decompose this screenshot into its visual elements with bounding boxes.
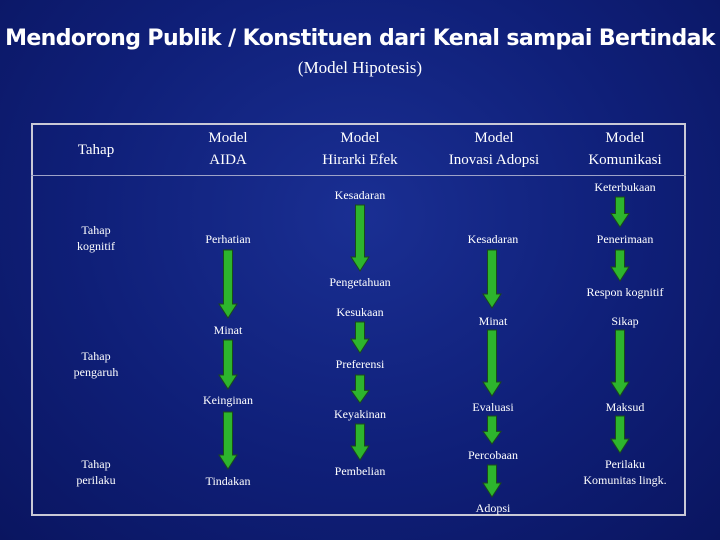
hirarki-kesadaran: Kesadaran xyxy=(334,188,386,202)
hirarki-kesukaan: Kesukaan xyxy=(336,305,384,319)
arrow-aida-minat-keinginan xyxy=(219,340,237,389)
komunikasi-perilaku-line2: Komunitas lingk. xyxy=(583,473,667,487)
komunikasi-maksud: Maksud xyxy=(605,400,645,414)
arrow-hirarki-preferensi-keyakinan xyxy=(351,375,369,403)
arrow-komunikasi-maksud-perilaku xyxy=(611,416,629,453)
arrow-aida-perhatian-minat xyxy=(219,250,237,318)
inovasi-kesadaran: Kesadaran xyxy=(467,232,519,246)
arrow-komunikasi-keterbukaan-penerimaan xyxy=(611,197,629,227)
header-hirarki-line2: Hirarki Efek xyxy=(322,152,398,168)
aida-perhatian: Perhatian xyxy=(205,232,251,246)
page-subtitle: (Model Hipotesis) xyxy=(297,58,423,77)
komunikasi-keterbukaan: Keterbukaan xyxy=(594,180,656,194)
hirarki-keyakinan: Keyakinan xyxy=(334,407,386,421)
stage-perilaku-line2: perilaku xyxy=(76,473,116,487)
arrow-komunikasi-sikap-maksud xyxy=(611,330,629,396)
arrow-hirarki-kesadaran-pengetahuan xyxy=(351,205,369,271)
inovasi-percobaan: Percobaan xyxy=(468,448,518,462)
komunikasi-respon-kognitif: Respon kognitif xyxy=(586,285,664,299)
header-inovasi-line2: Inovasi Adopsi xyxy=(448,152,540,168)
aida-keinginan: Keinginan xyxy=(203,393,253,407)
header-aida-line2: AIDA xyxy=(209,152,247,168)
stage-kognitif-line1: Tahap xyxy=(81,223,111,237)
stage-kognitif-line2: kognitif xyxy=(77,239,115,253)
aida-tindakan: Tindakan xyxy=(205,474,251,488)
stage-pengaruh-line1: Tahap xyxy=(81,349,111,363)
stage-pengaruh-line2: pengaruh xyxy=(73,365,119,379)
hirarki-pengetahuan: Pengetahuan xyxy=(329,275,391,289)
header-komunikasi-line2: Komunikasi xyxy=(588,152,662,168)
header-aida-line1: Model xyxy=(208,130,248,146)
komunikasi-perilaku xyxy=(565,456,685,488)
inovasi-evaluasi: Evaluasi xyxy=(472,400,514,414)
header-inovasi-line1: Model xyxy=(474,130,514,146)
header-tahap: Tahap xyxy=(77,142,115,158)
inovasi-adopsi: Adopsi xyxy=(475,501,511,515)
komunikasi-sikap: Sikap xyxy=(611,314,639,328)
arrow-komunikasi-penerimaan-respon xyxy=(611,250,629,281)
stage-perilaku-line1: Tahap xyxy=(81,457,111,471)
arrow-inovasi-percobaan-adopsi xyxy=(483,465,501,497)
hirarki-preferensi: Preferensi xyxy=(335,357,385,371)
arrow-inovasi-kesadaran-minat xyxy=(483,250,501,308)
arrow-aida-keinginan-tindakan xyxy=(219,412,237,469)
header-hirarki-line1: Model xyxy=(340,130,380,146)
hirarki-pembelian: Pembelian xyxy=(334,464,386,478)
inovasi-minat: Minat xyxy=(478,314,508,328)
aida-minat: Minat xyxy=(213,323,243,337)
arrow-inovasi-evaluasi-percobaan xyxy=(483,416,501,444)
page-title: Mendorong Publik / Konstituen dari Kenal sampai Bertindak xyxy=(5,26,715,51)
arrow-inovasi-minat-evaluasi xyxy=(483,330,501,396)
arrow-hirarki-keyakinan-pembelian xyxy=(351,424,369,460)
komunikasi-perilaku-line1: Perilaku xyxy=(605,457,645,471)
header-komunikasi-line1: Model xyxy=(605,130,645,146)
komunikasi-penerimaan: Penerimaan xyxy=(596,232,654,246)
arrow-hirarki-kesukaan-preferensi xyxy=(351,322,369,353)
